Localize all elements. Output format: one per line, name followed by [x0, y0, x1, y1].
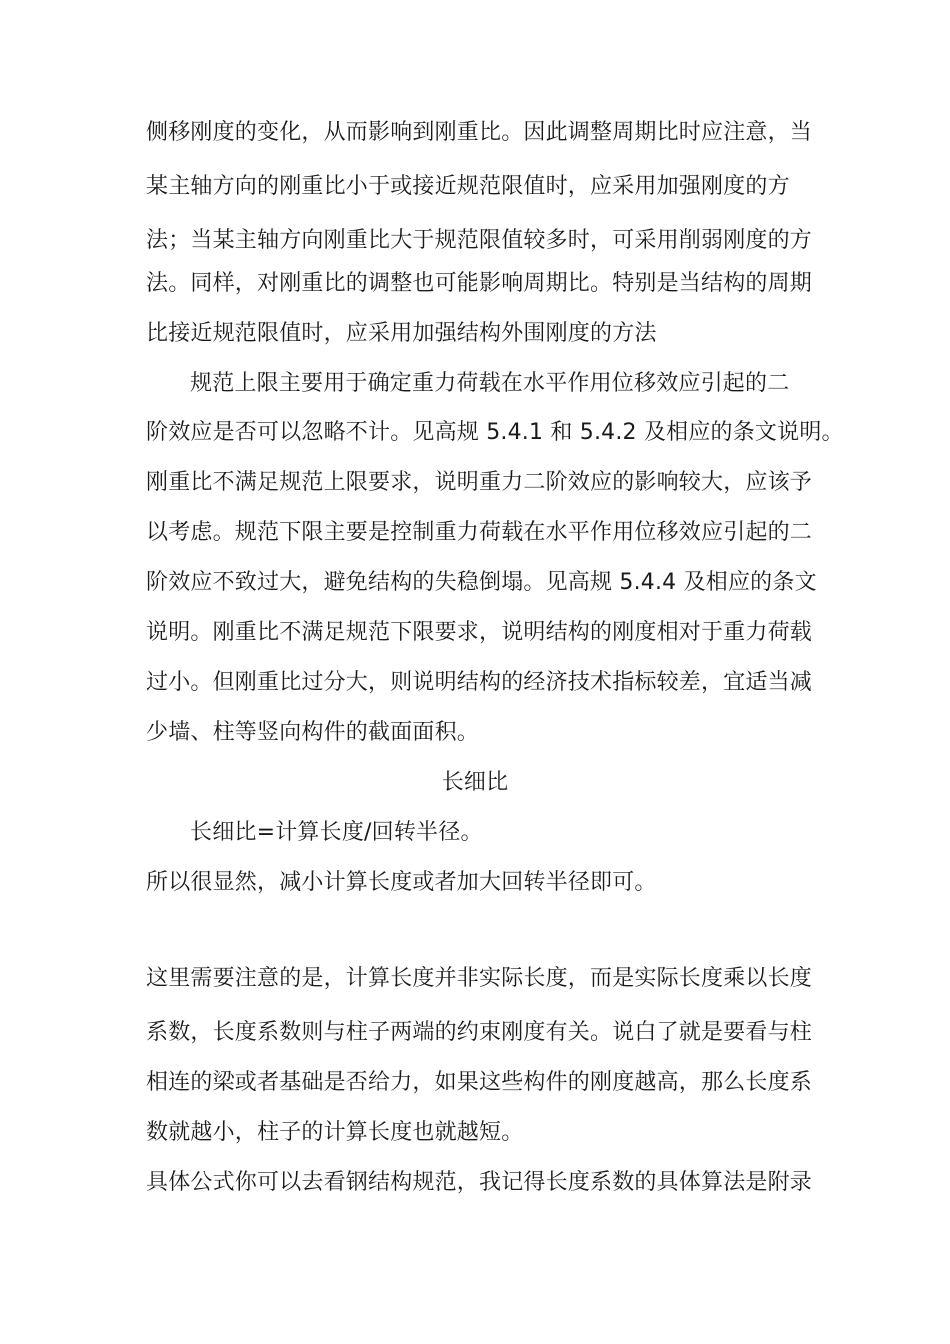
section-heading: 长细比 — [441, 770, 509, 795]
text-line: 少墙、柱等竖向构件的截面面积。 — [146, 720, 480, 745]
text-line: 刚重比不满足规范上限要求，说明重力二阶效应的影响较大，应该予 — [146, 470, 813, 495]
text-line: 具体公式你可以去看钢结构规范，我记得长度系数的具体算法是附录 — [146, 1170, 813, 1195]
text-line: 法；当某主轴方向刚重比大于规范限值较多时，可采用削弱刚度的方 — [146, 228, 813, 253]
text-line: 阶效应不致过大，避免结构的失稳倒塌。见高规 5.4.4 及相应的条文 — [146, 570, 817, 595]
text-line: 以考虑。规范下限主要是控制重力荷载在水平作用位移效应引起的二 — [146, 520, 813, 545]
text-line: 某主轴方向的刚重比小于或接近规范限值时，应采用加强刚度的方 — [146, 174, 790, 199]
text-line: 法。同样，对刚重比的调整也可能影响周期比。特别是当结构的周期 — [146, 271, 813, 296]
text-line: 长细比=计算长度/回转半径。 — [190, 820, 483, 845]
text-line: 阶效应是否可以忽略不计。见高规 5.4.1 和 5.4.2 及相应的条文说明。 — [146, 420, 844, 445]
text-line: 过小。但刚重比过分大，则说明结构的经济技术指标较差，宜适当减 — [146, 670, 813, 695]
text-line: 相连的梁或者基础是否给力，如果这些构件的刚度越高，那么长度系 — [146, 1070, 813, 1095]
text-line: 规范上限主要用于确定重力荷载在水平作用位移效应引起的二 — [190, 371, 790, 396]
text-line: 比接近规范限值时，应采用加强结构外围刚度的方法 — [146, 321, 657, 346]
text-line: 这里需要注意的是，计算长度并非实际长度，而是实际长度乘以长度 — [146, 966, 813, 991]
text-line: 侧移刚度的变化，从而影响到刚重比。因此调整周期比时应注意，当 — [146, 120, 813, 145]
text-line: 系数，长度系数则与柱子两端的约束刚度有关。说白了就是要看与柱 — [146, 1020, 813, 1045]
text-line: 数就越小，柱子的计算长度也就越短。 — [146, 1120, 524, 1145]
text-line: 说明。刚重比不满足规范下限要求，说明结构的刚度相对于重力荷载 — [146, 620, 813, 645]
text-line: 所以很显然，减小计算长度或者加大回转半径即可。 — [146, 870, 657, 895]
